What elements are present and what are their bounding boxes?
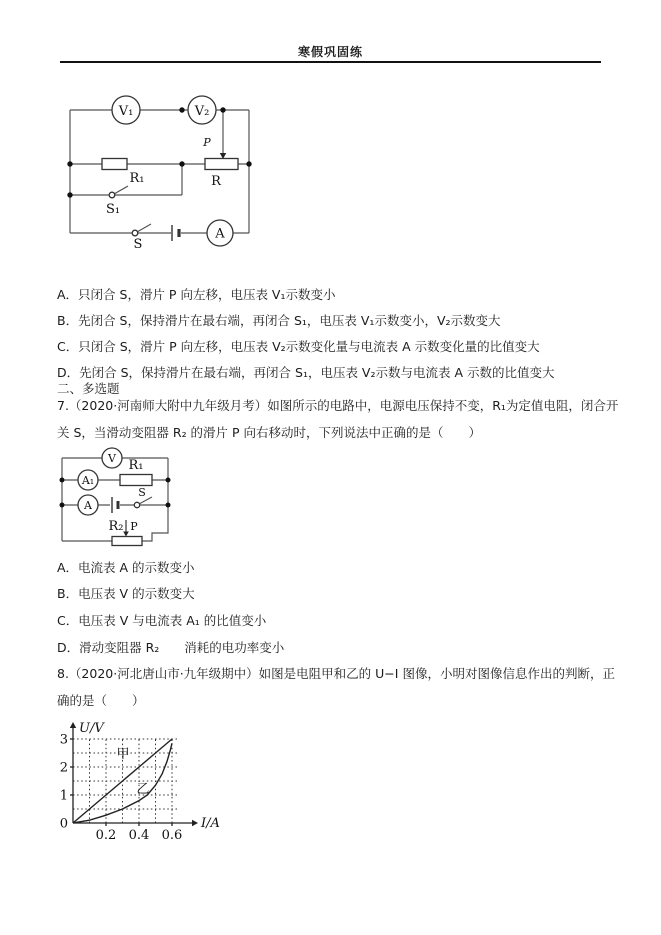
resistor-r1-label: R₁: [128, 458, 144, 473]
circuit2-junction-dots: [60, 478, 171, 508]
q7-option-d: D．滑动变阻器 R₂ 消耗的电功率变小: [57, 640, 285, 655]
ui-graph: [55, 716, 255, 851]
resistor-r1: [120, 475, 152, 486]
svg-text:0.6: 0.6: [161, 828, 183, 843]
svg-text:0: 0: [59, 816, 68, 832]
ammeter-a-label: A: [84, 499, 92, 512]
rheostat-r2: [112, 537, 142, 546]
q6-option-c: C．只闭合 S，滑片 P 向左移，电压表 V₂示数变化量与电流表 A 示数变化量的比值变大: [57, 339, 540, 354]
header-divider: [60, 61, 601, 63]
q7-option-b: B．电压表 V 的示数变大: [57, 586, 195, 601]
switch-s-contact: [134, 502, 139, 507]
switch-s-contact: [132, 230, 138, 236]
x-axis-label: I/A: [201, 816, 220, 831]
y-axis-label: U/V: [79, 721, 104, 736]
rheostat-r2-label: R₂: [108, 519, 124, 534]
svg-text:乙: 乙: [136, 782, 150, 797]
ammeter-a1-label: A₁: [81, 474, 95, 487]
circuit-diagram-2: [55, 448, 205, 551]
switch-s-label: S: [133, 237, 143, 252]
circuit-diagram-1: [55, 85, 280, 263]
q6-option-a: A．只闭合 S，滑片 P 向左移，电压表 V₁示数变小: [57, 287, 336, 302]
svg-text:甲: 甲: [116, 747, 130, 762]
ammeter-a-label: A: [215, 226, 225, 242]
q8-stem: 8.（2020·河北唐山市·九年级期中）如图是电阻甲和乙的 U−I 图像，小明对图像信息作出的判断，正确的是（ ）: [57, 666, 615, 708]
q7-option-c: C．电压表 V 与电流表 A₁ 的比值变小: [57, 613, 267, 628]
switch-s-lever: [137, 224, 151, 232]
switch-s-label: S: [138, 486, 146, 499]
voltmeter-v2-label: V₂: [194, 104, 210, 119]
svg-text:0.4: 0.4: [128, 828, 150, 843]
q7-option-a: A．电流表 A 的示数变小: [57, 560, 195, 575]
slider-p-label: P: [203, 136, 211, 149]
switch-s1-label: S₁: [105, 202, 121, 217]
q7-stem: 7.（2020·河南师大附中九年级月考）如图所示的电路中，电源电压保持不变，R₁为定值电阻，闭合开关 S，当滑动变阻器 R₂ 的滑片 P 向右移动时，下列说法中正确的是（ ）: [57, 398, 619, 440]
resistor-r1: [102, 159, 127, 170]
slider-arrow-icon: [123, 532, 129, 537]
rheostat-r-label: R: [211, 174, 221, 189]
svg-text:0.2: 0.2: [95, 828, 117, 843]
svg-text:1: 1: [59, 788, 68, 804]
svg-text:3: 3: [59, 732, 68, 748]
slider-p-label: P: [130, 520, 138, 533]
svg-text:2: 2: [59, 760, 68, 776]
resistor-r1-label: R₁: [129, 171, 145, 186]
section-heading: 二、多选题: [57, 381, 120, 396]
q6-option-d: D．先闭合 S，保持滑片在最右端，再闭合 S₁，电压表 V₂示数与电流表 A 示数的比值变大: [57, 365, 555, 380]
q6-option-b: B．先闭合 S，保持滑片在最右端，再闭合 S₁，电压表 V₁示数变小，V₂示数变大: [57, 313, 501, 328]
rheostat-r: [205, 159, 238, 170]
switch-s1-contact: [109, 192, 115, 198]
switch-s1-lever: [114, 186, 128, 194]
circuit1-wires: [70, 110, 249, 233]
page-title: 寒假巩固练: [297, 45, 363, 59]
y-axis-arrow-icon: [70, 722, 76, 728]
voltmeter-v1-label: V₁: [118, 104, 134, 119]
x-axis-arrow-icon: [192, 820, 198, 826]
circuit1-junction-dots: [67, 107, 251, 197]
voltmeter-v-label: V: [108, 452, 116, 465]
